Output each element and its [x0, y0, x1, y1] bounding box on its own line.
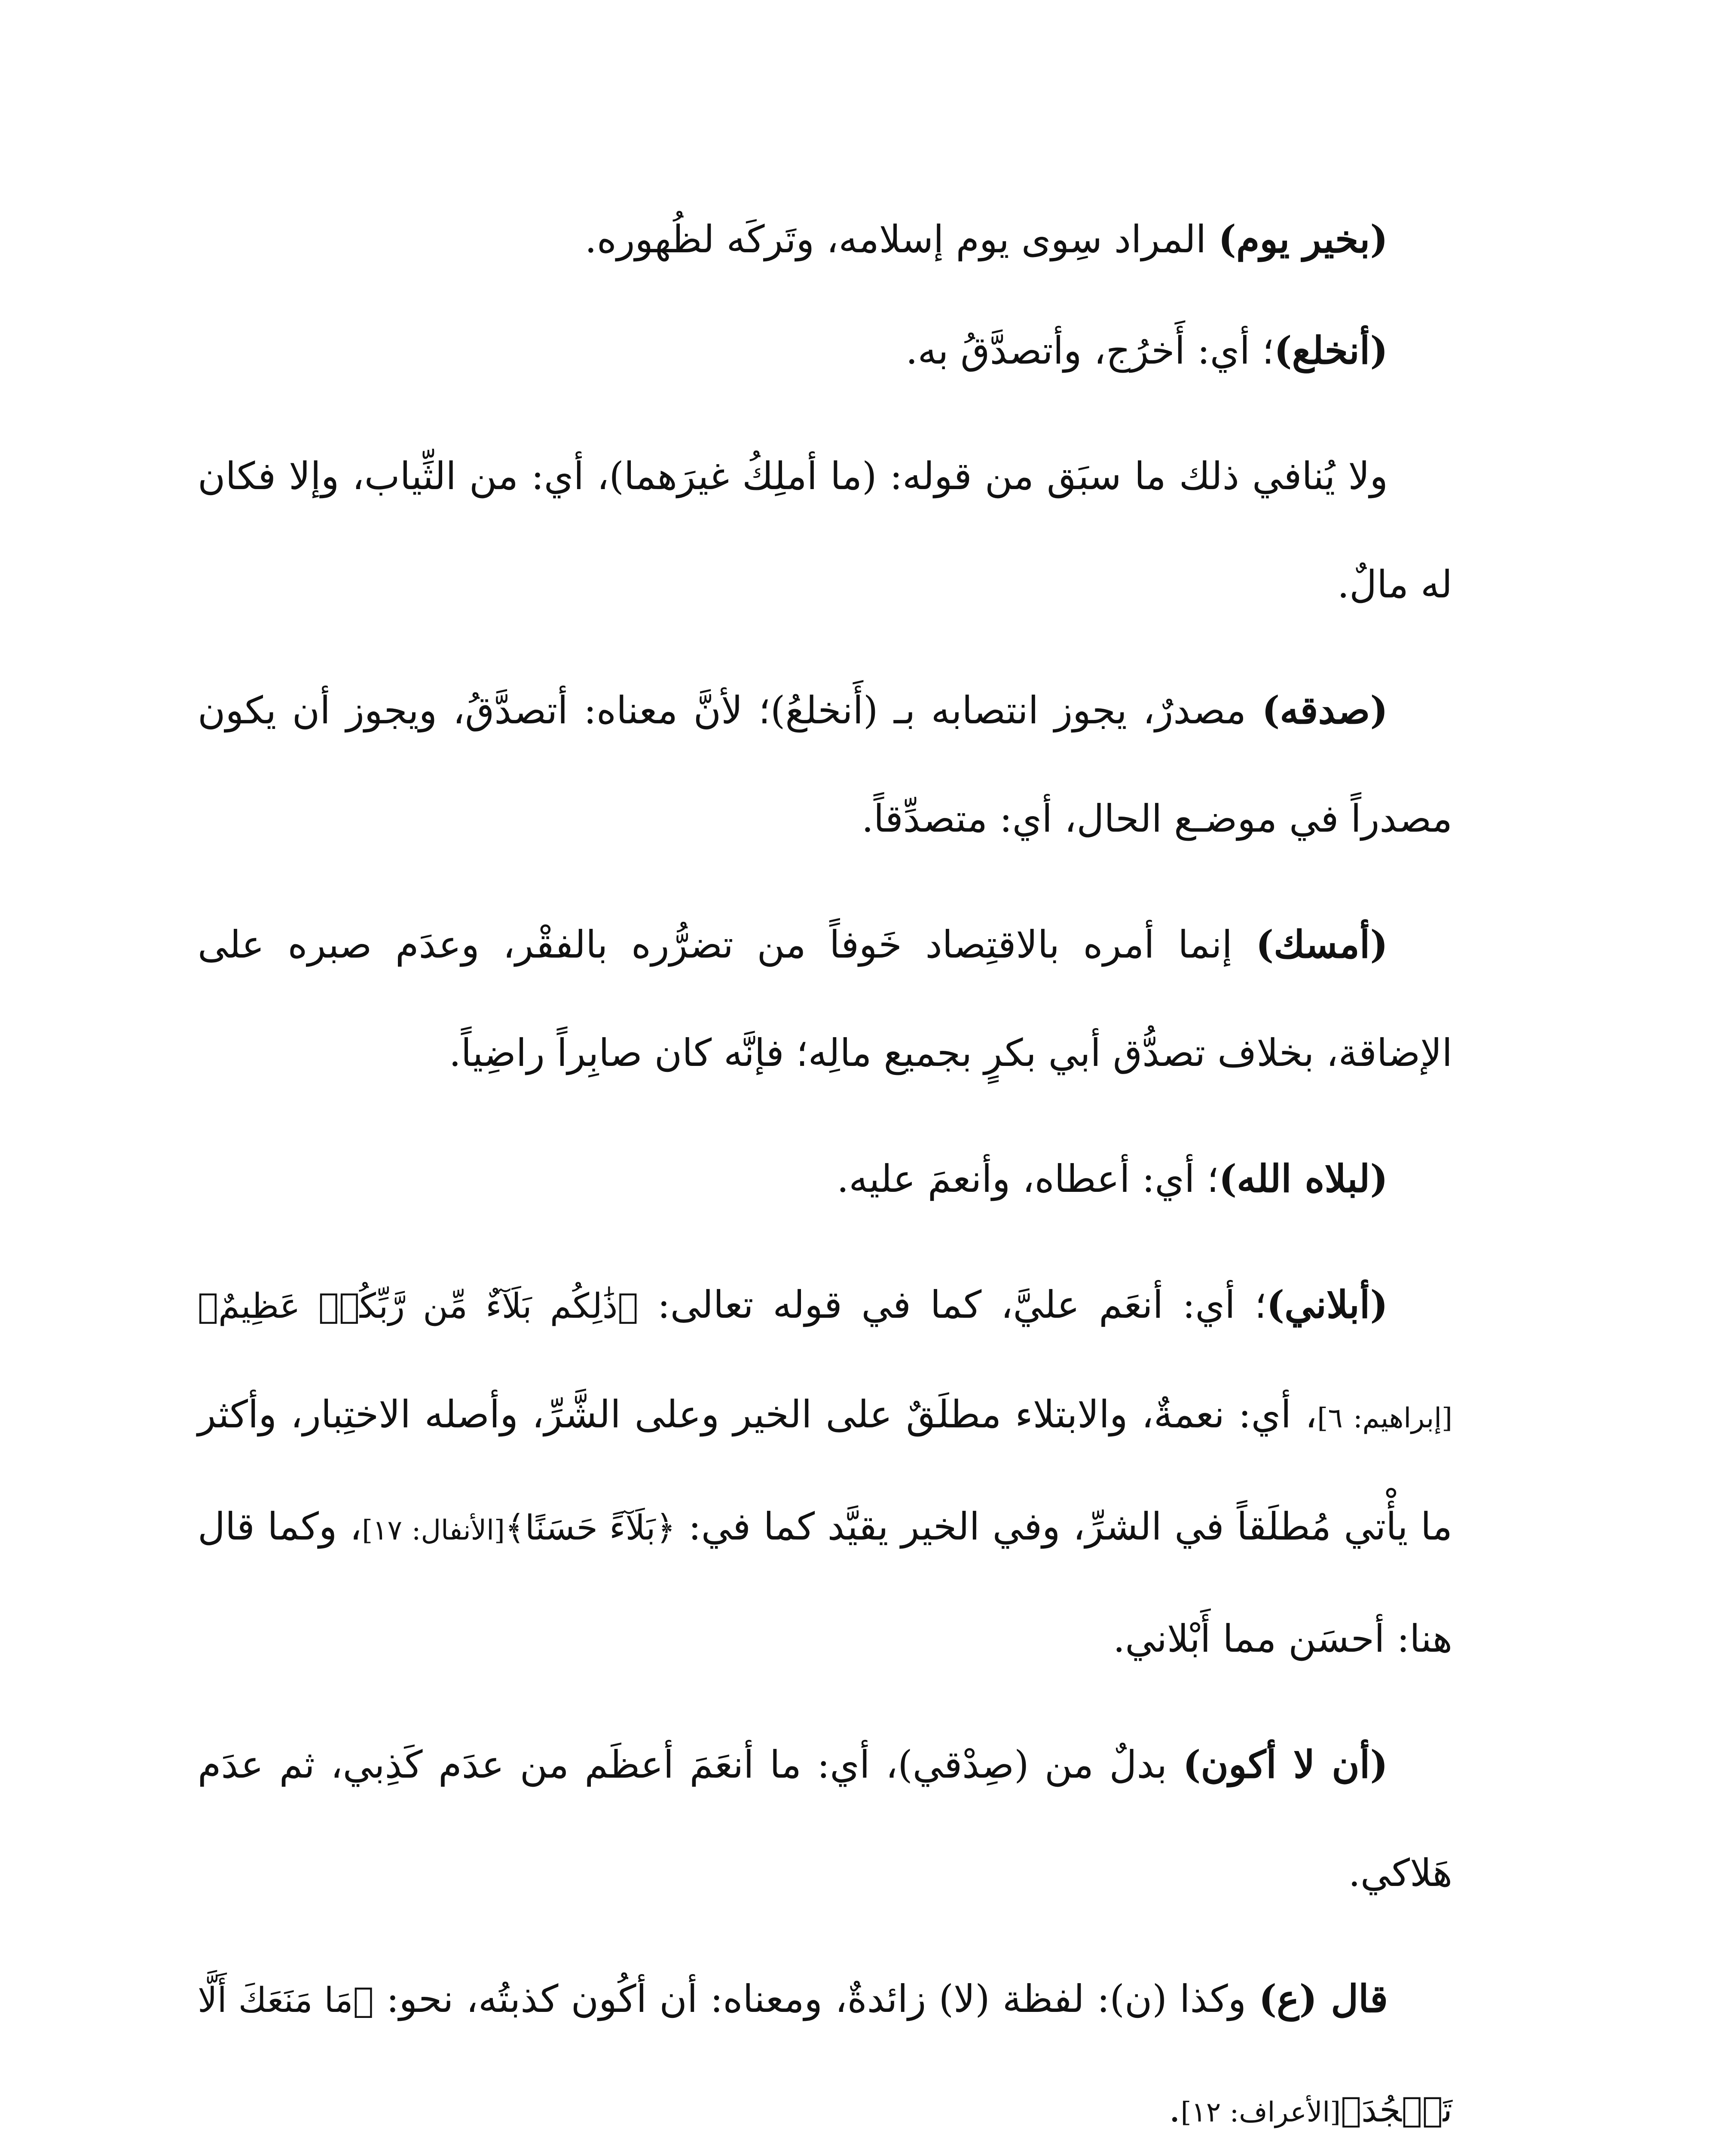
- verse-reference: [الأعراف: ١٢]: [1180, 2097, 1341, 2128]
- paragraph: [198, 890, 1452, 1107]
- quran-verse: ﴿ذَٰلِكُم بَلَآءٌ مِّن رَّبِّكُمۡ عَظِيمٌ﴾: [198, 1286, 639, 1326]
- paragraph: [198, 422, 1452, 639]
- paragraph-text: ولا يُنافي ذلك ما سبَق من قوله: (ما أملِكُ غيرَهما)، أي: من الثِّياب، وإلا فكان له مالٌ.: [198, 454, 1452, 606]
- keyword: (بخير يوم): [1218, 217, 1388, 261]
- paragraph-text: ؛ أي: أَخرُج، وأتصدَّقُ به.: [905, 328, 1274, 373]
- quran-verse: ﴿بَلَآءً حَسَنًا﴾: [504, 1508, 676, 1548]
- verse-reference: [الأنفال: ١٧]: [362, 1515, 505, 1546]
- keyword: (أبلاني): [1266, 1282, 1388, 1327]
- paragraph-text: إنما أمره بالاقتِصاد خَوفاً من تضرُّره بالفقْر، وعدَم صبره على الإضاقة، بخلاف تصدُّق أبي بكرٍ بجميع مالِه؛ فإنَّه كان صابِراً راضِياً.: [198, 922, 1452, 1075]
- paragraph: [198, 1710, 1452, 1927]
- paragraph: [198, 296, 1452, 405]
- paragraph-text: بدلٌ من (صِدْقي)، أي: ما أنعَمَ أعظَم من عدَم كَذِبي، ثم عدَم هَلاكي.: [198, 1742, 1452, 1895]
- paragraph-text: ؛ أي: أنعَم عليَّ، كما في قوله تعالى:: [657, 1283, 1267, 1327]
- paragraph: [198, 1124, 1452, 1233]
- keyword: (صدقه): [1262, 688, 1388, 732]
- paragraph: [198, 656, 1452, 873]
- paragraph-text: ، وكما قال هنا: أحسَن مما أَبْلاني.: [198, 1504, 1452, 1661]
- page-body: [198, 185, 1452, 2149]
- paragraph-text: مصدرٌ، يجوز انتصابه بـ (أَنخلعُ)؛ لأنَّ معناه: أتصدَّقُ، ويجوز أن يكون مصدراً في موضـع الحال، أي: متصدِّقاً.: [198, 688, 1452, 841]
- paragraph-text: ؛ أي: أعطاه، وأنعمَ عليه.: [837, 1157, 1219, 1201]
- quran-verse: ﴿مَا مَنَعَكَ أَلَّا تَسۡجُدَ﴾: [198, 1980, 1452, 2130]
- keyword: (أنخلع): [1274, 328, 1388, 373]
- keyword: (لبلاه الله): [1219, 1156, 1388, 1201]
- paragraph-text: .: [1168, 2086, 1181, 2131]
- paragraph: [198, 1250, 1452, 1693]
- keyword: (أمسك): [1256, 922, 1388, 967]
- keyword: (أن لا أكون): [1183, 1742, 1388, 1787]
- keyword: قال (ع): [1259, 1976, 1388, 2021]
- paragraph-text: ، أي: نعمةٌ، والابتلاء مطلَقٌ على الخير وعلى الشَّرِّ، وأصله الاختِبار، وأكثر ما يأْتي مُطلَقاً في الشرِّ، وفي الخير يقيَّد كما في:: [198, 1392, 1452, 1549]
- paragraph: [198, 1944, 1452, 2149]
- paragraph: [198, 185, 1452, 294]
- verse-reference: [إبراهيم: ٦]: [1317, 1402, 1452, 1434]
- paragraph-text: المراد سِوى يوم إسلامه، وتَركَه لظُهوره.: [584, 217, 1219, 261]
- paragraph-text: وكذا (ن): لفظة (لا) زائدةٌ، ومعناه: أن أكُون كذبتُه، نحو:: [386, 1977, 1259, 2021]
